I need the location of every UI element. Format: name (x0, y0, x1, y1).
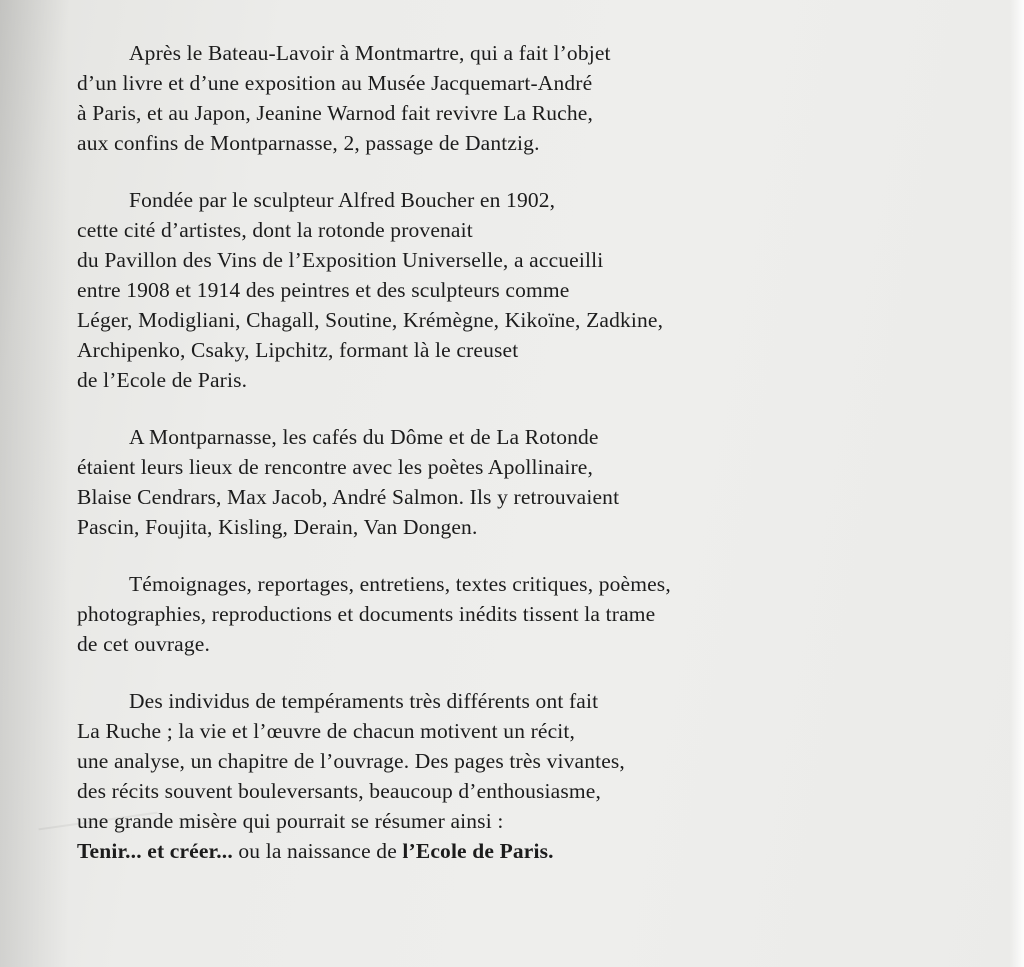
paragraph-temoignages (77, 569, 837, 659)
text-line: étaient leurs lieux de rencontre avec les poètes Apollinaire, (77, 455, 593, 479)
text-line: cette cité d’artistes, dont la rotonde provenait (77, 218, 473, 242)
text-line: Pascin, Foujita, Kisling, Derain, Van Dongen. (77, 515, 478, 539)
text-line: La Ruche ; la vie et l’œuvre de chacun motivent un récit, (77, 719, 576, 743)
text-line: à Paris, et au Japon, Jeanine Warnod fait revivre La Ruche, (77, 101, 593, 125)
text-line: de cet ouvrage. (77, 632, 210, 656)
text-line: Blaise Cendrars, Max Jacob, André Salmon. Ils y retrouvaient (77, 485, 620, 509)
text-line: des récits souvent bouleversants, beaucoup d’enthousiasme, (77, 779, 601, 803)
text-line: une grande misère qui pourrait se résumer ainsi : (77, 809, 504, 833)
text-line: photographies, reproductions et documents inédits tissent la trame (77, 602, 656, 626)
paragraph-fondee (77, 185, 837, 395)
page-right-edge (1010, 0, 1024, 967)
back-cover-text (77, 38, 837, 893)
text-line: Des individus de tempéraments très différents ont fait (129, 689, 599, 713)
text-line: Après le Bateau-Lavoir à Montmartre, qui a fait l’objet (129, 41, 611, 65)
closing-middle: ou la naissance de (232, 839, 403, 863)
closing-bold-end: l’Ecole de Paris. (402, 839, 554, 863)
text-line: Archipenko, Csaky, Lipchitz, formant là le creuset (77, 338, 519, 362)
closing-line (77, 836, 837, 866)
text-line: Témoignages, reportages, entretiens, textes critiques, poèmes, (129, 572, 671, 596)
closing-bold-start: Tenir... et créer... (77, 839, 233, 863)
paragraph-montparnasse (77, 422, 837, 542)
text-line: entre 1908 et 1914 des peintres et des sculpteurs comme (77, 278, 570, 302)
page-spine-shadow (0, 0, 70, 967)
text-line: A Montparnasse, les cafés du Dôme et de La Rotonde (129, 425, 599, 449)
text-line: d’un livre et d’une exposition au Musée Jacquemart-André (77, 71, 593, 95)
text-line: Léger, Modigliani, Chagall, Soutine, Krémègne, Kikoïne, Zadkine, (77, 308, 664, 332)
text-line: du Pavillon des Vins de l’Exposition Universelle, a accueilli (77, 248, 604, 272)
paragraph-individus (77, 686, 837, 866)
text-line: Fondée par le sculpteur Alfred Boucher en 1902, (129, 188, 556, 212)
text-line: de l’Ecole de Paris. (77, 368, 248, 392)
paragraph-bateau-lavoir (77, 38, 837, 158)
text-line: une analyse, un chapitre de l’ouvrage. Des pages très vivantes, (77, 749, 625, 773)
text-line: aux confins de Montparnasse, 2, passage de Dantzig. (77, 131, 540, 155)
